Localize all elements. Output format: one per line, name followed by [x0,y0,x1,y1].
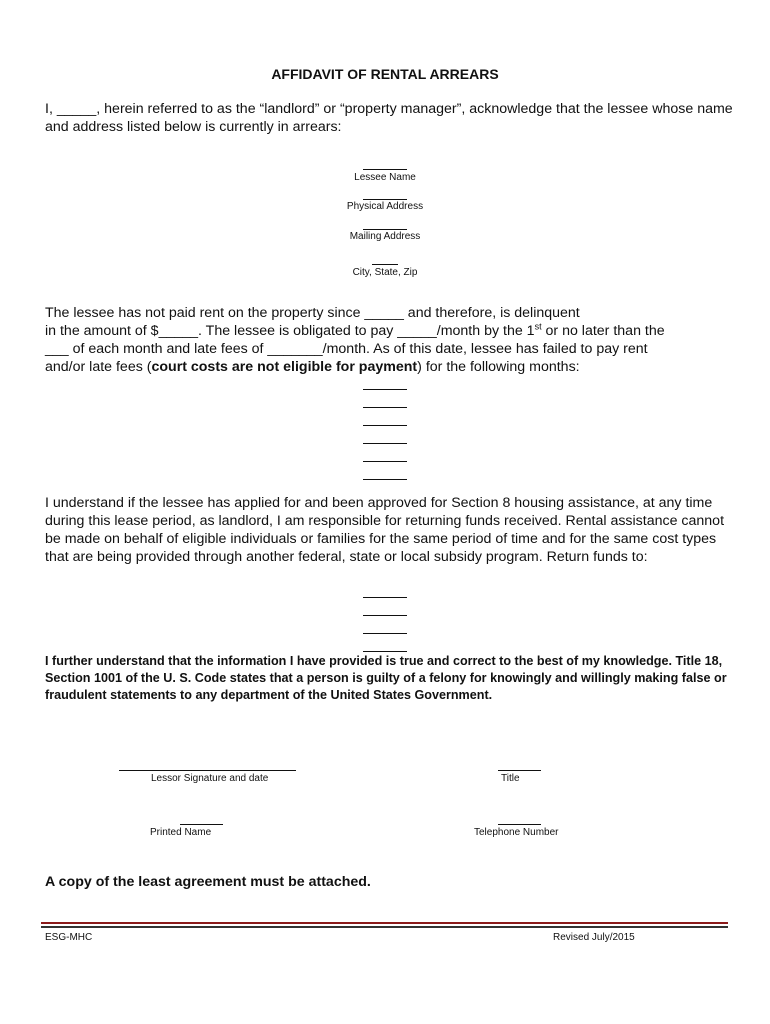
physical-address-field[interactable] [363,199,407,200]
section8-paragraph: I understand if the lessee has applied for and been approved for Section 8 housing assistance, at any time during this lease period, as landlord, I am responsible for returning funds received. Rental assistance cannot be made on behalf of eligible individuals or families for the same period of time and for the same cost types that are being provided through another federal, state or local subsidy program. Return funds to: [45,495,725,565]
month-field-6[interactable] [363,479,407,480]
return-funds-field-3[interactable] [363,633,407,634]
delinquency-line-4a: and/or late fees ( [45,359,152,375]
lessor-signature-label: Lessor Signature and date [151,773,269,784]
delinquency-line-2a: in the amount of $_____. The lessee is obligated to pay _____/month by the 1 [45,323,535,339]
attachment-note: A copy of the least agreement must be attached. [45,874,371,890]
printed-name-label: Printed Name [150,827,212,838]
month-field-4[interactable] [363,443,407,444]
delinquency-line-2b: or no later than the [541,323,665,339]
return-funds-field-2[interactable] [363,615,407,616]
lessor-signature-field[interactable] [119,770,296,771]
title-field[interactable] [498,770,541,771]
telephone-field[interactable] [498,824,541,825]
delinquency-line-4 [45,358,735,376]
court-costs-note: court costs are not eligible for payment [151,359,418,375]
lessee-name-label: Lessee Name [354,172,416,183]
footer-revision: Revised July/2015 [553,932,635,943]
footer-rule-red [41,922,728,924]
mailing-address-label: Mailing Address [349,231,421,242]
footer-rule-dark [41,926,728,928]
delinquency-paragraph [45,304,735,376]
telephone-label: Telephone Number [474,827,559,838]
certification-paragraph: I further understand that the information I have provided is true and correct to the best of my knowledge. Title 18, Section 1001 of the U. S. Code states that a person is guilty of a felony for knowingly and willingly making false or fraudulent statements to any department of the United States Government. [45,654,727,702]
month-field-3[interactable] [363,425,407,426]
acknowledgement-paragraph: I, _____, herein referred to as the “landlord” or “property manager”, acknowledge that the lessee whose name and address listed below is currently in arrears: [45,101,733,135]
month-field-5[interactable] [363,461,407,462]
mailing-address-field[interactable] [363,229,407,230]
delinquency-line-4b: ) for the following months: [417,359,580,375]
return-funds-field-4[interactable] [363,651,407,652]
city-state-zip-label: City, State, Zip [352,267,418,278]
document-title: AFFIDAVIT OF RENTAL ARREARS [271,66,499,82]
footer-form-id: ESG-MHC [45,932,93,943]
delinquency-line-2 [45,322,735,340]
ordinal-suffix: st [534,321,542,332]
month-field-1[interactable] [363,389,407,390]
month-field-2[interactable] [363,407,407,408]
return-funds-field-1[interactable] [363,597,407,598]
physical-address-label: Physical Address [346,201,424,212]
lessee-name-field[interactable] [363,169,407,170]
printed-name-field[interactable] [180,824,223,825]
delinquency-line-1: The lessee has not paid rent on the property since _____ and therefore, is delinquent [45,305,580,321]
city-state-zip-field[interactable] [372,264,398,265]
title-label: Title [501,773,520,784]
delinquency-line-3: ___ of each month and late fees of _______/month. As of this date, lessee has failed to pay rent [45,341,648,357]
